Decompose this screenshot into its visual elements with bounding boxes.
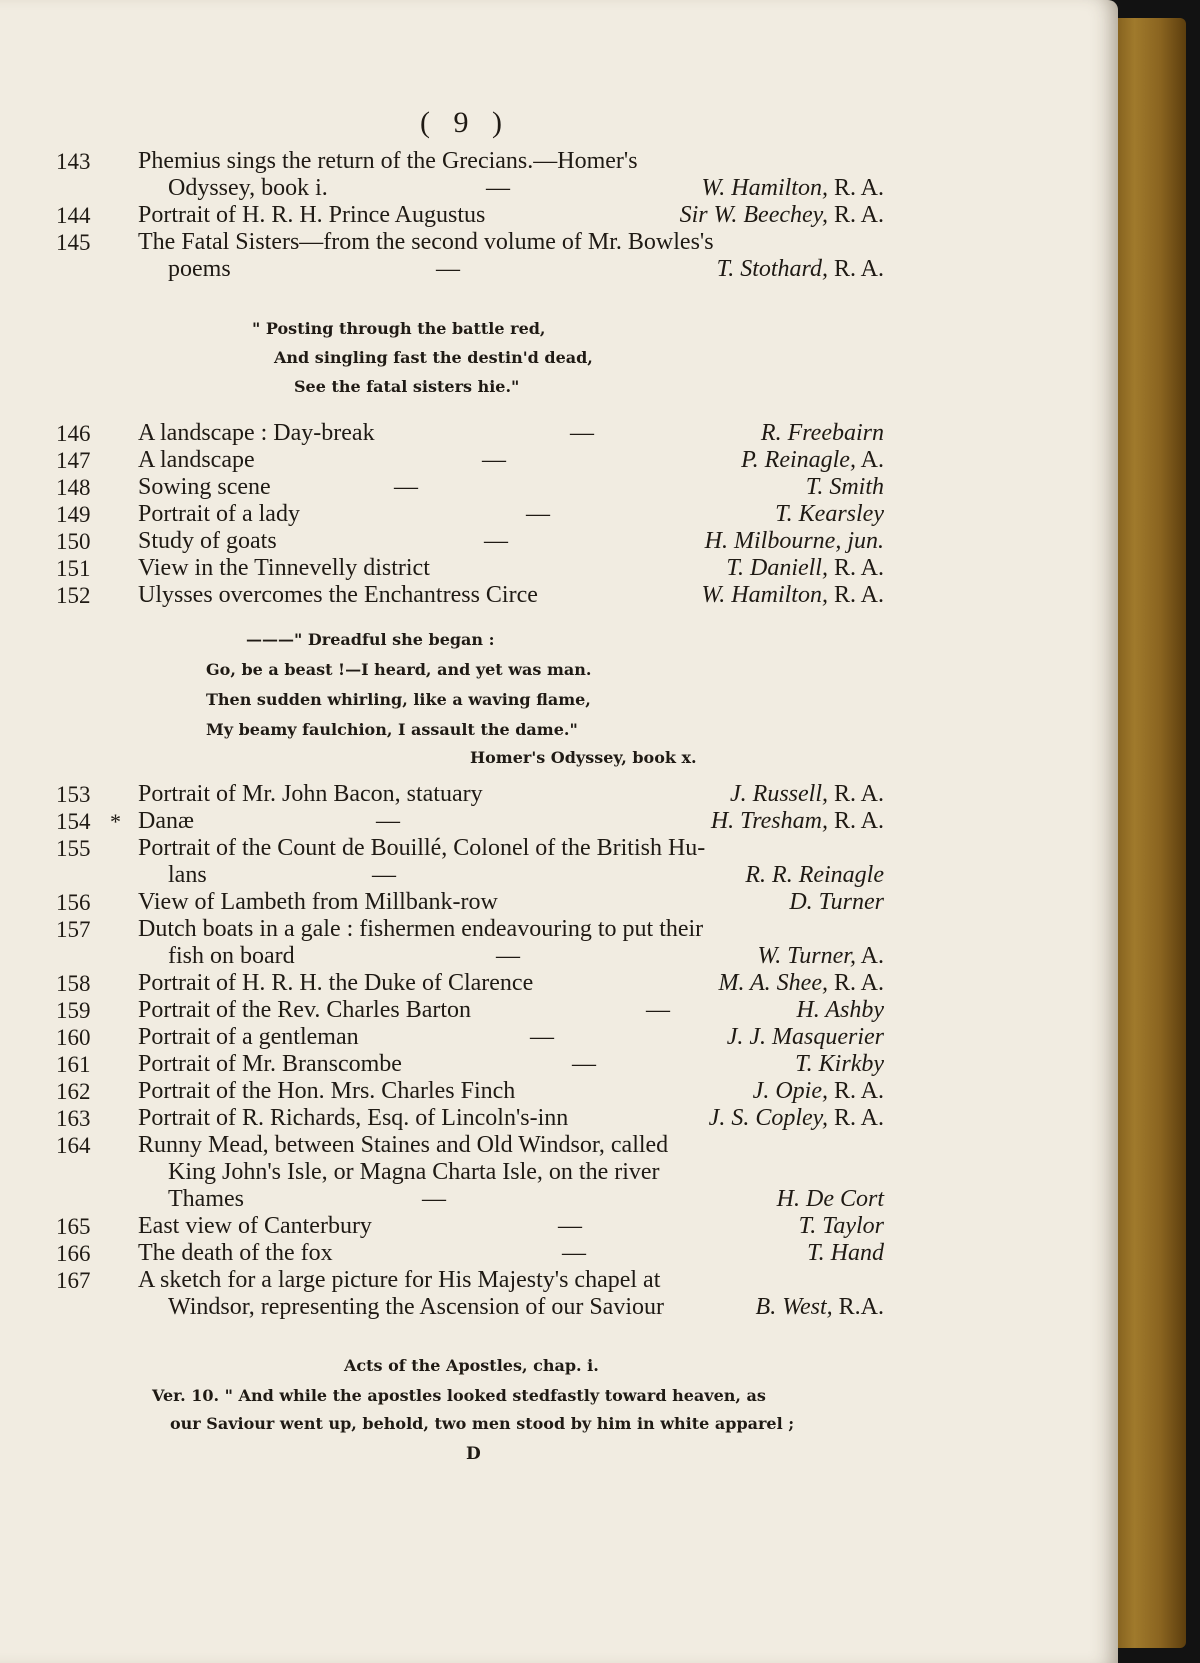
entry-number: 149 <box>56 502 91 527</box>
list-item <box>0 997 900 1024</box>
entry-number: 145 <box>56 230 91 255</box>
list-item <box>0 474 900 501</box>
leader-dash: — <box>436 256 460 282</box>
entry-artist: Sir W. Beechey, R. A. <box>679 202 884 228</box>
leader-dash: — <box>372 862 396 888</box>
quote-line: our Saviour went up, behold, two men stood by him in white apparel ; <box>170 1414 795 1433</box>
quote-line: Ver. 10. " And while the apostles looked stedfastly toward heaven, as <box>152 1386 766 1405</box>
catalogue-block-c <box>0 781 900 1321</box>
entry-artist: J. J. Masquerier <box>726 1024 884 1050</box>
leader-dash: — <box>496 943 520 969</box>
entry-artist: R. R. Reinagle <box>745 862 884 888</box>
list-item <box>0 862 900 889</box>
entry-number: 165 <box>56 1214 91 1239</box>
entry-artist: H. De Cort <box>776 1186 884 1212</box>
leader-dash: — <box>376 808 400 834</box>
quote-citation: Homer's Odyssey, book x. <box>470 748 697 767</box>
entry-artist: B. West, R.A. <box>755 1294 884 1320</box>
list-item <box>0 1078 900 1105</box>
list-item <box>0 1132 900 1159</box>
entry-number: 163 <box>56 1106 91 1131</box>
entry-number: 155 <box>56 836 91 861</box>
quote-line: See the fatal sisters hie." <box>294 377 520 396</box>
list-item <box>0 1051 900 1078</box>
entry-title: Phemius sings the return of the Grecians.—Homer's <box>138 148 638 174</box>
asterisk-mark: * <box>110 809 121 834</box>
list-item <box>0 1159 900 1186</box>
entry-number: 153 <box>56 782 91 807</box>
entry-title: Ulysses overcomes the Enchantress Circe <box>138 582 538 608</box>
entry-title: The Fatal Sisters—from the second volume of Mr. Bowles's <box>138 229 714 255</box>
quote-line: " Posting through the battle red, <box>252 319 546 338</box>
list-item <box>0 970 900 997</box>
list-item <box>0 447 900 474</box>
entry-number: 160 <box>56 1025 91 1050</box>
entry-title: Sowing scene <box>138 474 271 500</box>
entry-artist: T. Hand <box>807 1240 884 1266</box>
list-item <box>0 916 900 943</box>
list-item <box>0 256 900 283</box>
list-item <box>0 202 900 229</box>
list-item <box>0 889 900 916</box>
entry-artist: H. Milbourne, jun. <box>704 528 884 554</box>
entry-artist: H. Tresham, R. A. <box>710 808 884 834</box>
leader-dash: — <box>646 997 670 1023</box>
entry-number: 150 <box>56 529 91 554</box>
entry-number: 166 <box>56 1241 91 1266</box>
leader-dash: — <box>558 1213 582 1239</box>
entry-artist: W. Hamilton, R. A. <box>701 582 884 608</box>
entry-title: Portrait of R. Richards, Esq. of Lincoln's-inn <box>138 1105 569 1131</box>
entry-title: Portrait of a gentleman <box>138 1024 359 1050</box>
entry-number: 151 <box>56 556 91 581</box>
list-item <box>0 1213 900 1240</box>
leader-dash: — <box>562 1240 586 1266</box>
entry-number: 162 <box>56 1079 91 1104</box>
leader-dash: — <box>482 447 506 473</box>
leader-dash: — <box>422 1186 446 1212</box>
leader-dash: — <box>486 175 510 201</box>
entry-title: A landscape <box>138 447 255 473</box>
entry-number: 157 <box>56 917 91 942</box>
entry-artist: W. Hamilton, R. A. <box>701 175 884 201</box>
entry-number: 154 <box>56 809 91 834</box>
entry-title: Danæ <box>138 808 194 834</box>
entry-artist: H. Ashby <box>796 997 884 1023</box>
entry-artist: P. Reinagle, A. <box>741 447 884 473</box>
catalogue-block-a <box>0 148 900 283</box>
entry-title: poems <box>168 256 231 282</box>
list-item <box>0 1294 900 1321</box>
list-item <box>0 781 900 808</box>
leader-dash: — <box>394 474 418 500</box>
entry-title: Portrait of the Hon. Mrs. Charles Finch <box>138 1078 516 1104</box>
entry-number: 148 <box>56 475 91 500</box>
entry-title: Study of goats <box>138 528 277 554</box>
leader-dash: — <box>526 501 550 527</box>
entry-title: Portrait of Mr. John Bacon, statuary <box>138 781 483 807</box>
entry-artist: T. Smith <box>805 474 884 500</box>
list-item <box>0 420 900 447</box>
leader-dash: — <box>484 528 508 554</box>
list-item <box>0 582 900 609</box>
list-item <box>0 835 900 862</box>
entry-title: King John's Isle, or Magna Charta Isle, on the river <box>168 1159 660 1185</box>
entry-artist: M. A. Shee, R. A. <box>718 970 884 996</box>
entry-title: East view of Canterbury <box>138 1213 372 1239</box>
list-item <box>0 808 900 835</box>
list-item <box>0 1024 900 1051</box>
entry-title: fish on board <box>168 943 295 969</box>
page-number: ( 9 ) <box>420 106 510 139</box>
list-item <box>0 555 900 582</box>
entry-artist: W. Turner, A. <box>757 943 884 969</box>
entry-title: Portrait of Mr. Branscombe <box>138 1051 402 1077</box>
entry-artist: J. Opie, R. A. <box>752 1078 884 1104</box>
list-item <box>0 501 900 528</box>
entry-title: Thames <box>168 1186 244 1212</box>
entry-title: Portrait of the Count de Bouillé, Colonel of the British Hu- <box>138 835 706 861</box>
entry-artist: R. Freebairn <box>760 420 884 446</box>
leader-dash: — <box>530 1024 554 1050</box>
entry-title: View of Lambeth from Millbank-row <box>138 889 498 915</box>
entry-title: A sketch for a large picture for His Majesty's chapel at <box>138 1267 661 1293</box>
leader-dash: — <box>572 1051 596 1077</box>
entry-title: Windsor, representing the Ascension of our Saviour <box>168 1294 664 1320</box>
entry-artist: J. S. Copley, R. A. <box>708 1105 884 1131</box>
list-item <box>0 528 900 555</box>
list-item <box>0 1186 900 1213</box>
entry-number: 144 <box>56 203 91 228</box>
entry-title: lans <box>168 862 207 888</box>
entry-number: 152 <box>56 583 91 608</box>
entry-artist: J. Russell, R. A. <box>730 781 884 807</box>
list-item <box>0 1105 900 1132</box>
list-item <box>0 943 900 970</box>
entry-number: 147 <box>56 448 91 473</box>
entry-title: Portrait of H. R. H. Prince Augustus <box>138 202 486 228</box>
entry-artist: T. Stothard, R. A. <box>716 256 884 282</box>
entry-number: 161 <box>56 1052 91 1077</box>
entry-title: View in the Tinnevelly district <box>138 555 430 581</box>
entry-number: 164 <box>56 1133 91 1158</box>
quote-line: Go, be a beast !—I heard, and yet was man. <box>206 660 592 679</box>
quote-line: Then sudden whirling, like a waving flame, <box>206 690 591 709</box>
catalogue-block-b <box>0 420 900 609</box>
list-item <box>0 1267 900 1294</box>
entry-title: Portrait of the Rev. Charles Barton <box>138 997 472 1023</box>
entry-number: 143 <box>56 149 91 174</box>
quote-line: My beamy faulchion, I assault the dame." <box>206 720 578 739</box>
entry-number: 167 <box>56 1268 91 1293</box>
entry-number: 146 <box>56 421 91 446</box>
quote-line: ———" Dreadful she began : <box>246 630 495 649</box>
entry-title: Runny Mead, between Staines and Old Windsor, called <box>138 1132 669 1158</box>
entry-title: A landscape : Day-break <box>138 420 375 446</box>
signature-mark: D <box>466 1444 481 1464</box>
entry-artist: T. Kirkby <box>795 1051 884 1077</box>
quote-line: And singling fast the destin'd dead, <box>274 348 593 367</box>
entry-title: Portrait of H. R. H. the Duke of Clarence <box>138 970 534 996</box>
list-item <box>0 229 900 256</box>
entry-number: 158 <box>56 971 91 996</box>
list-item <box>0 148 900 175</box>
entry-title: The death of the fox <box>138 1240 333 1266</box>
entry-title: Portrait of a lady <box>138 501 300 527</box>
leader-dash: — <box>570 420 594 446</box>
quote-citation: Acts of the Apostles, chap. i. <box>344 1356 599 1375</box>
entry-artist: T. Daniell, R. A. <box>726 555 884 581</box>
entry-artist: T. Taylor <box>798 1213 884 1239</box>
entry-title: Odyssey, book i. <box>168 175 328 201</box>
entry-title: Dutch boats in a gale : fishermen endeavouring to put their <box>138 916 704 942</box>
entry-number: 156 <box>56 890 91 915</box>
list-item <box>0 1240 900 1267</box>
entry-artist: D. Turner <box>789 889 884 915</box>
entry-artist: T. Kearsley <box>775 501 884 527</box>
list-item <box>0 175 900 202</box>
entry-number: 159 <box>56 998 91 1023</box>
